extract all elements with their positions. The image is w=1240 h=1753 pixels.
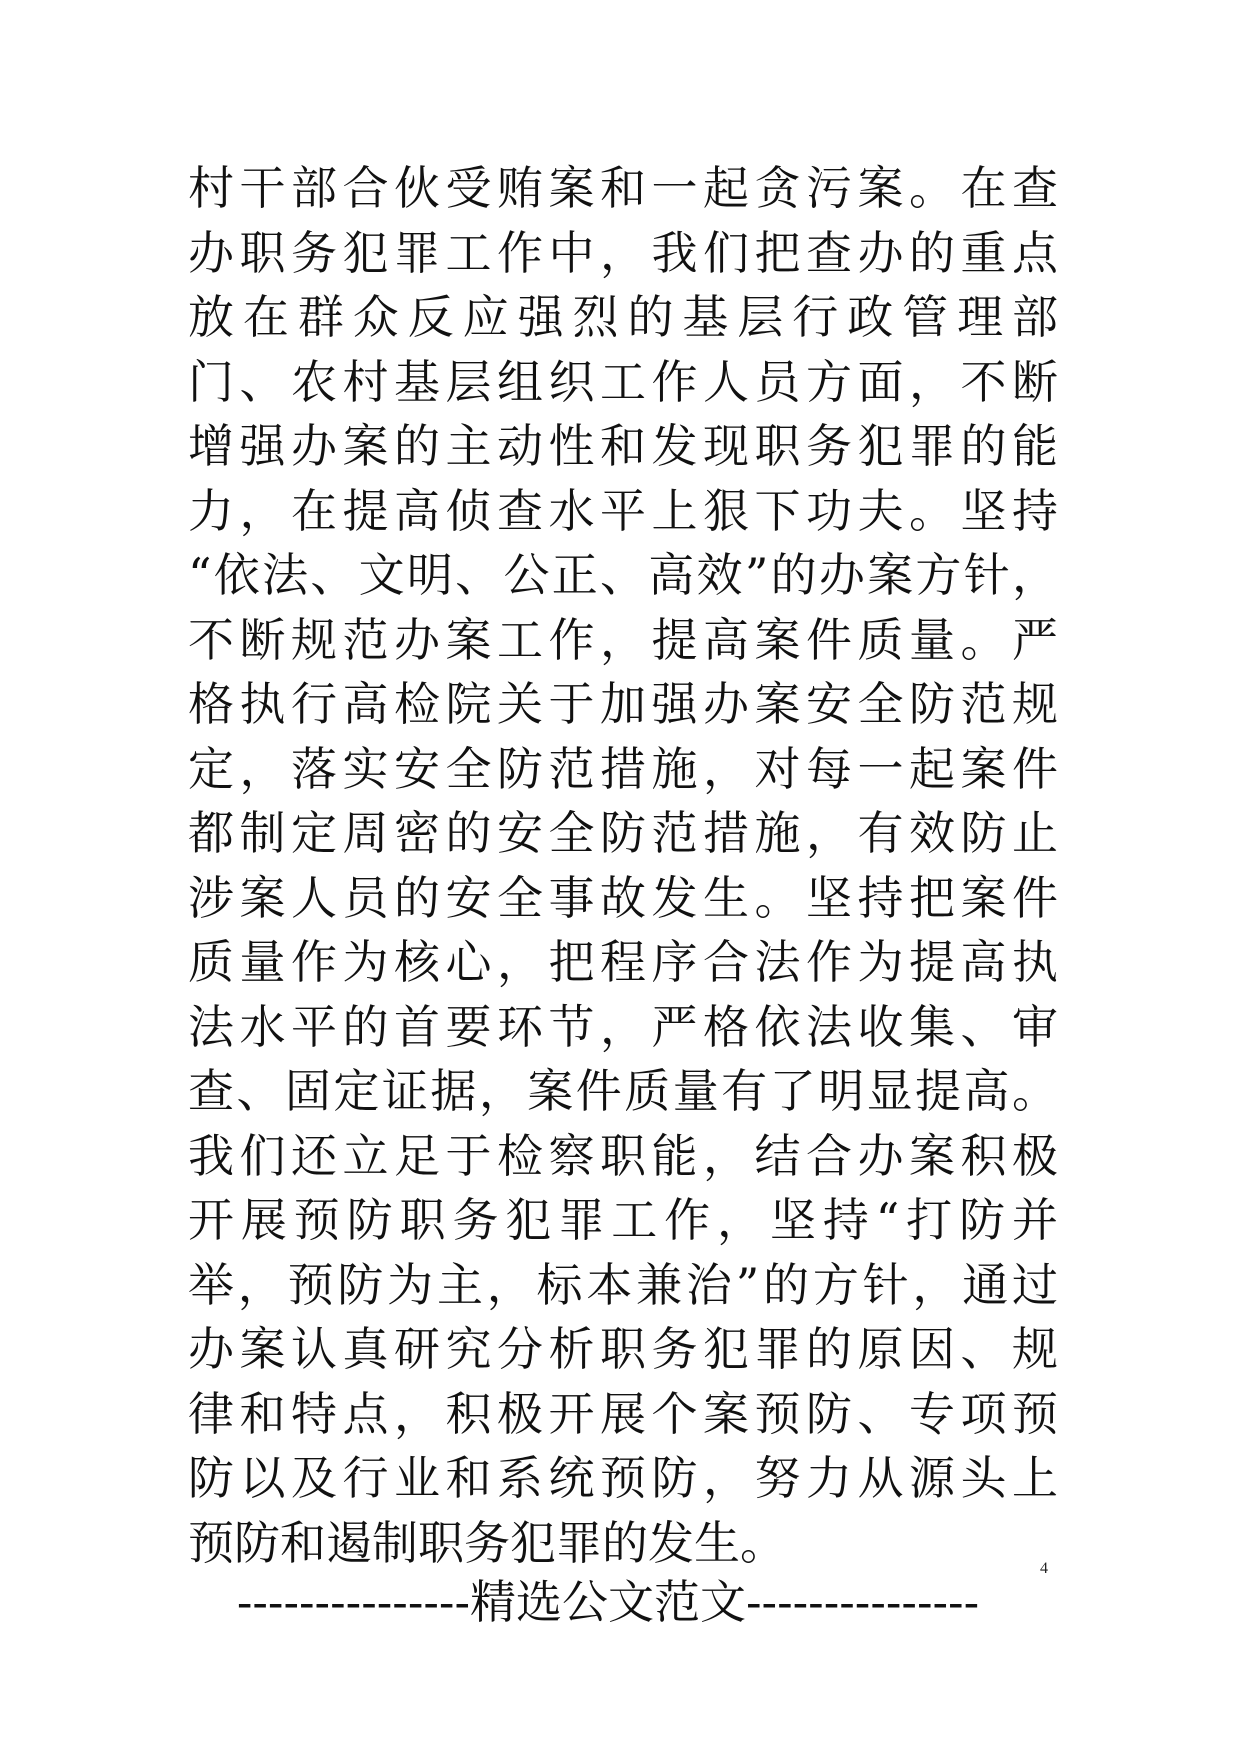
text-line: 格执行高检院关于加强办案安全防范规 (188, 677, 1058, 731)
text-line: “依法、文明、公正、高效”的办案方针， (188, 548, 1058, 602)
text-line: 预防和遏制职务犯罪的发生。 (188, 1515, 786, 1570)
text-line: 力，在提高侦查水平上狠下功夫。坚持 (188, 483, 1058, 538)
text-line: 办职务犯罪工作中，我们把查办的重点 (188, 225, 1058, 280)
text-line: 防以及行业和系统预防，努力从源头上 (188, 1451, 1058, 1505)
text-line: 开展预防职务犯罪工作，坚持“打防并 (188, 1193, 1058, 1247)
text-line: 增强办案的主动性和发现职务犯罪的能 (188, 419, 1058, 473)
text-line: 质量作为核心，把程序合法作为提高执 (188, 935, 1058, 989)
body-paragraph (188, 156, 1058, 1575)
text-line: 都制定周密的安全防范措施，有效防止 (188, 806, 1058, 860)
text-line: 定，落实安全防范措施，对每一起案件 (188, 741, 1058, 796)
text-line: 不断规范办案工作，提高案件质量。严 (188, 612, 1058, 667)
page-number: 4 (1040, 1560, 1048, 1577)
text-line: 办案认真研究分析职务犯罪的原因、规 (188, 1322, 1058, 1376)
text-line: 律和特点，积极开展个案预防、专项预 (188, 1386, 1058, 1441)
text-line: 门、农村基层组织工作人员方面，不断 (188, 354, 1058, 409)
footer-caption: ---------------精选公文范文--------------- (236, 1575, 980, 1629)
text-line: 放在群众反应强烈的基层行政管理部 (188, 290, 1058, 344)
text-line: 村干部合伙受贿案和一起贪污案。在查 (188, 161, 1058, 215)
text-line: 举，预防为主，标本兼治”的方针，通过 (188, 1257, 1058, 1312)
text-line: 涉案人员的安全事故发生。坚持把案件 (188, 870, 1058, 925)
text-line: 法水平的首要环节，严格依法收集、审 (188, 999, 1058, 1054)
text-line: 我们还立足于检察职能，结合办案积极 (188, 1128, 1058, 1183)
text-line: 查、固定证据，案件质量有了明显提高。 (188, 1064, 1058, 1118)
